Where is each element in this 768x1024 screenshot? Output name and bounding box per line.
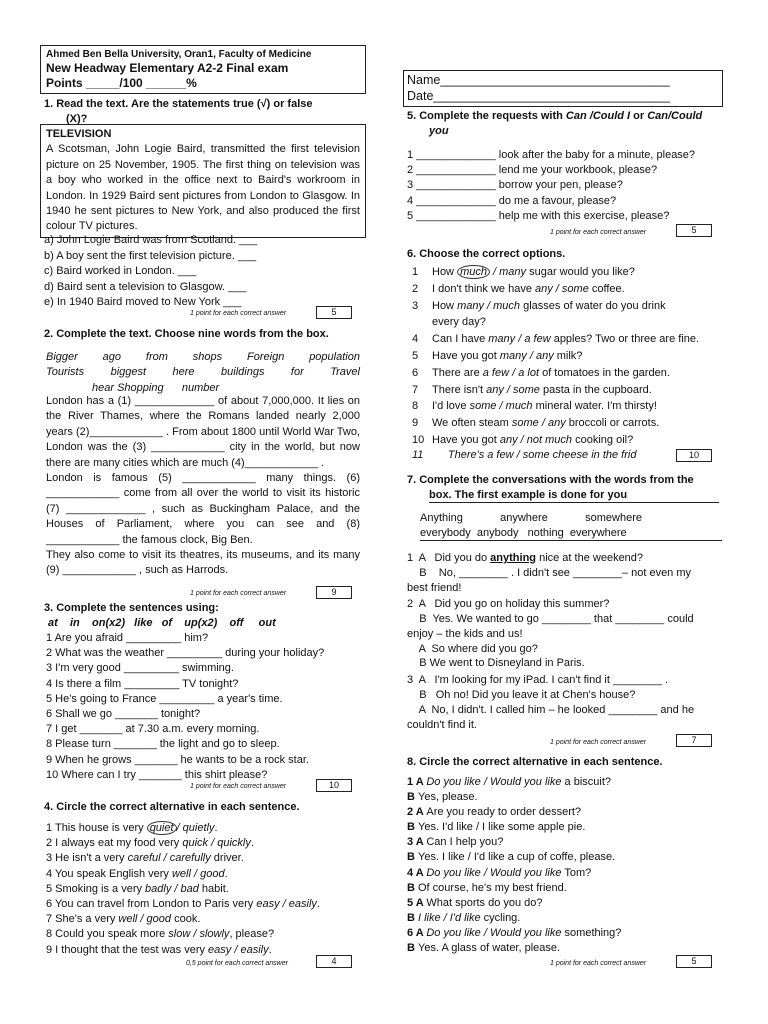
- score-box: 10: [316, 779, 352, 792]
- score-note: 1 point for each correct answer: [190, 310, 287, 317]
- list-item: [46, 897, 366, 912]
- text-span: I'd love: [432, 400, 470, 413]
- list-item: 8 Please turn _______ the light and go to sleep.: [46, 738, 280, 751]
- text-span: 7 She's a very: [46, 913, 119, 926]
- question-1-items: [44, 233, 366, 311]
- list-item: [46, 867, 366, 882]
- score-box: 10: [676, 449, 712, 462]
- text-span: glasses of water do you drink: [520, 299, 666, 312]
- text-span: milk?: [553, 349, 583, 362]
- text-span: apples? Two or three are fine.: [550, 333, 700, 346]
- text-span: 5: [412, 349, 419, 362]
- text-span: /: [171, 882, 181, 895]
- option-choice: any: [486, 383, 504, 396]
- text-span: a biscuit?: [561, 776, 612, 788]
- list-item: [407, 866, 723, 881]
- question-7-title: 7. Complete the conversations with the words from the: [407, 474, 694, 486]
- score-note: 1 point for each correct answer: [550, 229, 647, 236]
- score-note: 1 point for each correct answer: [550, 960, 647, 967]
- text-span: I don't think we have: [432, 282, 535, 295]
- text-span: /: [517, 433, 527, 446]
- text-span: 9: [412, 417, 419, 430]
- text-span: 6 You can travel from London to Paris very: [46, 898, 257, 911]
- option-choice: Do you like / Would you like: [426, 926, 562, 939]
- list-item: [407, 835, 723, 850]
- conversation-3: 3 A I'm looking for my iPad. I can't find it ________ . B Oh no! Did you leave it at Chen's house? A No, I didn't. I called him – he looked ________ and he couldn't find it.: [407, 674, 695, 731]
- score-box: 5: [676, 224, 712, 237]
- word-list: at in on(x2) like of up(x2) off out: [48, 616, 276, 629]
- list-item: [407, 820, 723, 835]
- option-choice: much: [493, 299, 521, 312]
- text-span: /: [483, 299, 494, 312]
- text-span: /: [552, 282, 562, 295]
- option-choice: quietly: [182, 822, 215, 834]
- text-span: 2 I always eat my food very: [46, 837, 183, 850]
- list-item: [46, 927, 366, 942]
- text-span: /: [279, 898, 289, 911]
- conversation-2: 2 A Did you go on holiday this summer? B Yes. We wanted to go ________ that ________ could enjoy – the kids and us! A So where did you go? B We went to Disneyland in Paris.: [407, 598, 694, 670]
- question-6: [407, 247, 723, 262]
- paragraph: They also come to visit its theatres, its museums, and its many (9) ____________ , such as Harrods.: [46, 548, 360, 577]
- score-note: 0,5 point for each correct answer: [186, 960, 288, 967]
- text-span: B: [407, 851, 418, 864]
- list-item: 1 Are you afraid _________ him?: [46, 632, 209, 644]
- list-item: 5 _____________ help me with this exercise, please?: [407, 209, 670, 222]
- text-span: 3 A: [407, 836, 427, 849]
- text-span: /: [496, 400, 506, 413]
- text-span: .: [224, 867, 228, 880]
- list-item: [407, 911, 723, 926]
- list-item: [412, 365, 724, 382]
- text-title: TELEVISION: [46, 128, 112, 140]
- text-span: /: [176, 822, 183, 834]
- exam-title: New Headway Elementary A2-2 Final exam: [46, 61, 289, 76]
- list-item: [412, 331, 724, 348]
- text-span: Have you got: [432, 349, 500, 362]
- list-item: 2 What was the weather _________ during your holiday?: [46, 647, 325, 660]
- option-choice: some: [561, 282, 589, 295]
- text-span: Can I help you?: [426, 836, 504, 849]
- word-box-7: Anything anywhere somewhere everybody anybody nothing everywhere: [420, 511, 722, 541]
- text-span: /: [160, 852, 170, 865]
- text-span: 4 A: [407, 866, 427, 879]
- option-choice: any: [535, 282, 553, 295]
- option-choice: any: [547, 417, 566, 430]
- option-choice: Do you like / Would you like: [426, 776, 562, 788]
- text-span: Yes. I like / I'd like a cup of coffe, please.: [418, 851, 616, 864]
- option-choice: any: [499, 433, 518, 446]
- option-choice: quick: [182, 837, 209, 850]
- score-box: 5: [676, 955, 712, 968]
- text-span: mineral water. I'm thirsty!: [532, 400, 657, 413]
- score-box: 4: [316, 955, 352, 968]
- text-span: .: [250, 837, 254, 850]
- option-choice: I like / I'd like: [418, 911, 481, 924]
- london-text: [46, 394, 360, 579]
- text-span: coffee.: [588, 282, 625, 295]
- text-span: Of course, he's my best friend.: [418, 881, 567, 894]
- list-item: [412, 382, 724, 399]
- option-choice: a few: [524, 333, 551, 346]
- list-item: [412, 432, 724, 449]
- list-item: [46, 882, 366, 897]
- list-item: [407, 775, 723, 790]
- list-item: [407, 881, 723, 896]
- text-span: 1: [412, 266, 419, 278]
- question-2-title: 2. Complete the text. Choose nine words from the box.: [44, 328, 329, 340]
- list-item: [412, 415, 724, 432]
- list-item: 2 _____________ lend me your workbook, please?: [407, 164, 658, 177]
- text-span: pasta in the cupboard.: [539, 383, 652, 396]
- text-span: 5 A: [407, 896, 427, 909]
- text-span: /: [538, 417, 548, 430]
- text-span: B: [407, 881, 418, 894]
- option-choice: careful: [127, 852, 161, 865]
- text-span: 8: [412, 400, 419, 413]
- conversation-1: 1 A Did you do anything nice at the weekend? B No, ________ . I didn't see ________– not even my best friend!: [407, 552, 692, 594]
- list-item: [412, 298, 724, 315]
- score-note: 1 point for each correct answer: [190, 783, 287, 790]
- text-span: There are: [432, 366, 483, 379]
- list-item: [46, 821, 366, 836]
- option-choice: many: [457, 299, 484, 312]
- score-note: 1 point for each correct answer: [190, 590, 287, 597]
- text-span: sugar would you like?: [526, 266, 635, 278]
- list-item: [407, 896, 723, 911]
- list-item: 4 _____________ do me a favour, please?: [407, 194, 617, 207]
- score-note: 1 point for each correct answer: [550, 739, 647, 746]
- option-choice: good: [146, 913, 172, 926]
- question-3-items: [46, 631, 366, 783]
- text-span: driver.: [210, 852, 244, 865]
- text-span: 2 A: [407, 806, 427, 819]
- list-item: 3 _____________ borrow your pen, please?: [407, 179, 623, 192]
- question-2: [44, 327, 366, 342]
- list-item: [412, 348, 724, 365]
- exam-header: [40, 45, 366, 94]
- option-choice: quickly: [217, 837, 251, 850]
- text-span: B: [407, 821, 418, 834]
- option-choice: a few: [482, 366, 510, 379]
- list-item: 6 Shall we go _______ tonight?: [46, 708, 201, 721]
- text-span: 3: [412, 299, 419, 312]
- text-span: Yes. I'd like / I like some apple pie.: [418, 821, 586, 834]
- text-span: Can I have: [432, 333, 489, 346]
- text-span: 4: [412, 333, 419, 346]
- question-4-items: [46, 821, 366, 958]
- option-choice: good: [200, 867, 225, 880]
- question-7: 7. Complete the conversations with the words from the box. The first example is done for you: [407, 473, 723, 503]
- text-span: B: [407, 942, 418, 955]
- text-span: 6: [412, 366, 419, 379]
- text-span: /: [509, 366, 519, 379]
- name-date-box: [403, 70, 723, 107]
- option-choice: easily: [288, 898, 317, 911]
- score-box: 7: [676, 734, 712, 747]
- text-body: A Scotsman, John Logie Baird, transmitted the first television picture on 25 November, 1905. The first thing on television was a boy who worked in the office next to Baird's workroom in London. In 1929 Baird sent pictures from London to Glasgow. In 1940 he sent pictures to New York, and also produced the first colour TV pictures.: [46, 143, 360, 233]
- list-item: [412, 264, 724, 281]
- university-name: Ahmed Ben Bella University, Oran1, Faculty of Medicine: [46, 49, 312, 60]
- option-choice: much: [505, 400, 533, 413]
- option-choice: well: [171, 867, 191, 880]
- question-1-title: 1. Read the text. Are the statements true (√) or false (X)?: [44, 98, 313, 125]
- question-3: [44, 601, 366, 630]
- list-item: e) In 1940 Baird moved to New York ___: [44, 296, 242, 308]
- word-box: Bigger ago from shops Foreign population Tourists biggest here buildings for Travel hear Shopping number: [46, 351, 360, 394]
- list-item: [412, 398, 724, 415]
- text-span: Yes, please.: [418, 791, 478, 804]
- question-3-title: 3. Complete the sentences using:: [44, 602, 219, 614]
- text-span: 6 A: [407, 926, 427, 939]
- option-choice: Do you like / Would you like: [426, 866, 562, 879]
- list-item: [407, 850, 723, 865]
- option-choice: many: [499, 349, 527, 362]
- text-span: How: [432, 266, 458, 278]
- option-choice: quiet: [147, 821, 177, 835]
- list-item: c) Baird worked in London. ___: [44, 265, 197, 277]
- list-item: [407, 926, 723, 941]
- option-choice: bad: [180, 882, 199, 895]
- list-item: d) Baird sent a television to Glasgow. ___: [44, 280, 247, 293]
- option-choice: many: [488, 333, 516, 346]
- text-span: 10: [412, 433, 425, 446]
- list-item: 4 Is there a film _________ TV tonight?: [46, 677, 239, 690]
- text-span: habit.: [198, 882, 229, 895]
- question-6-title: 6. Choose the correct options.: [407, 248, 566, 260]
- option-choice: many: [499, 266, 527, 278]
- text-span: How: [432, 299, 458, 312]
- text-span: 2: [412, 282, 419, 295]
- question-8-items: [407, 775, 723, 956]
- text-span: 7: [412, 383, 419, 396]
- text-span: of tomatoes in the garden.: [539, 366, 670, 379]
- option-choice: some: [469, 400, 497, 413]
- text-span: 9 I thought that the test was very: [46, 943, 209, 956]
- question-6-items: [412, 264, 724, 461]
- text-span: B: [407, 791, 418, 804]
- option-choice: carefully: [169, 852, 211, 865]
- text-span: 8 Could you speak more: [46, 928, 169, 941]
- text-span: /: [190, 867, 201, 880]
- text-span: , please?: [229, 928, 275, 941]
- text-span: .: [214, 822, 218, 834]
- list-item: [46, 851, 366, 866]
- list-item: [46, 836, 366, 851]
- points-line: Points _____/100 ______%: [46, 76, 197, 91]
- option-choice: any: [535, 349, 554, 362]
- list-item: [407, 805, 723, 820]
- text-span: Are you ready to order dessert?: [426, 806, 582, 819]
- list-item-cont: every day?: [432, 316, 486, 329]
- question-5: 5. Complete the requests with Can /Could I or Can/Could you: [407, 110, 703, 137]
- text-span: B: [407, 911, 418, 924]
- text-span: /: [515, 333, 525, 346]
- text-span: 1 This house is very: [46, 822, 147, 834]
- list-item: [407, 941, 723, 956]
- question-4-title: 4. Circle the correct alternative in each sentence.: [44, 801, 300, 813]
- list-item: 11 There's a few / some cheese in the frid: [412, 448, 637, 461]
- option-choice: not much: [526, 433, 573, 446]
- text-span: 5 Smoking is a very: [46, 882, 146, 895]
- text-span: /: [489, 266, 500, 278]
- option-choice: easily: [240, 943, 269, 956]
- option-choice: badly: [145, 882, 172, 895]
- question-4: [44, 800, 366, 815]
- text-span: cycling.: [480, 911, 521, 924]
- text-span: .: [316, 898, 320, 911]
- text-span: What sports do you do?: [426, 896, 543, 909]
- text-span: /: [190, 928, 200, 941]
- option-choice: much: [457, 265, 490, 279]
- text-span: cook.: [171, 913, 201, 926]
- option-choice: a lot: [518, 366, 540, 379]
- option-choice: some: [511, 417, 539, 430]
- text-span: /: [208, 837, 218, 850]
- option-choice: slowly: [199, 928, 230, 941]
- option-choice: slow: [168, 928, 191, 941]
- list-item: b) A boy sent the first television picture. ___: [44, 249, 257, 262]
- question-8-title: 8. Circle the correct alternative in each sentence.: [407, 756, 663, 768]
- text-span: Tom?: [561, 866, 592, 879]
- text-span: /: [503, 383, 513, 396]
- television-text-box: [40, 124, 366, 238]
- text-span: broccoli or carrots.: [565, 417, 660, 430]
- question-5-items: [407, 148, 723, 224]
- list-item: [46, 912, 366, 927]
- text-span: Have you got: [432, 433, 500, 446]
- option-choice: easy: [208, 943, 232, 956]
- name-field[interactable]: Name_________________________________: [407, 73, 670, 87]
- list-item: [407, 790, 723, 805]
- text-span: There isn't: [432, 383, 487, 396]
- list-item: a) John Logie Baird was from Scotland. ___: [44, 234, 258, 246]
- text-span: .: [268, 943, 272, 956]
- text-span: /: [526, 349, 536, 362]
- text-span: cooking oil?: [572, 433, 634, 446]
- list-item: 5 He's going to France _________ a year's time.: [46, 692, 283, 705]
- score-box: 5: [316, 306, 352, 319]
- list-item: 10 Where can I try _______ this shirt please?: [46, 768, 268, 781]
- list-item: 3 I'm very good _________ swimming.: [46, 662, 234, 675]
- text-span: /: [231, 943, 241, 956]
- text-span: 1 A: [407, 776, 427, 788]
- paragraph: London is famous (5) ____________ many things. (6) ____________ come from all over the world to visit its historic (7) _____________ , such as Buckingham Palace, and the Houses of Parliament, where you can see and (8) ____________ the famous clock, Big Ben.: [46, 471, 360, 546]
- option-choice: well: [118, 913, 138, 926]
- list-item: 9 When he grows _______ he wants to be a rock star.: [46, 753, 309, 766]
- option-choice: some: [513, 383, 540, 396]
- option-choice: easy: [256, 898, 280, 911]
- text-span: Yes. A glass of water, please.: [418, 942, 561, 955]
- score-box: 9: [316, 586, 352, 599]
- list-item: 1 _____________ look after the baby for a minute, please?: [407, 149, 696, 161]
- paragraph: London has a (1) _____________ of about 7,000,000. It lies on the River Thames, where the Romans landed nearly 2,000 years (2)____________ . From about 1800 until World War Two, London was the (3) ____________ city in the world, but now there are many cities which are much (4)____________ .: [46, 395, 360, 469]
- text-span: 4 You speak English very: [46, 867, 172, 880]
- text-span: 3 He isn't a very: [46, 852, 128, 865]
- list-item: [412, 281, 724, 298]
- text-span: something?: [561, 926, 622, 939]
- date-field[interactable]: Date__________________________________: [407, 89, 670, 104]
- text-span: /: [137, 913, 147, 926]
- text-span: We often steam: [432, 417, 512, 430]
- question-8: [407, 755, 723, 770]
- list-item: 7 I get _______ at 7.30 a.m. every morning.: [46, 723, 260, 736]
